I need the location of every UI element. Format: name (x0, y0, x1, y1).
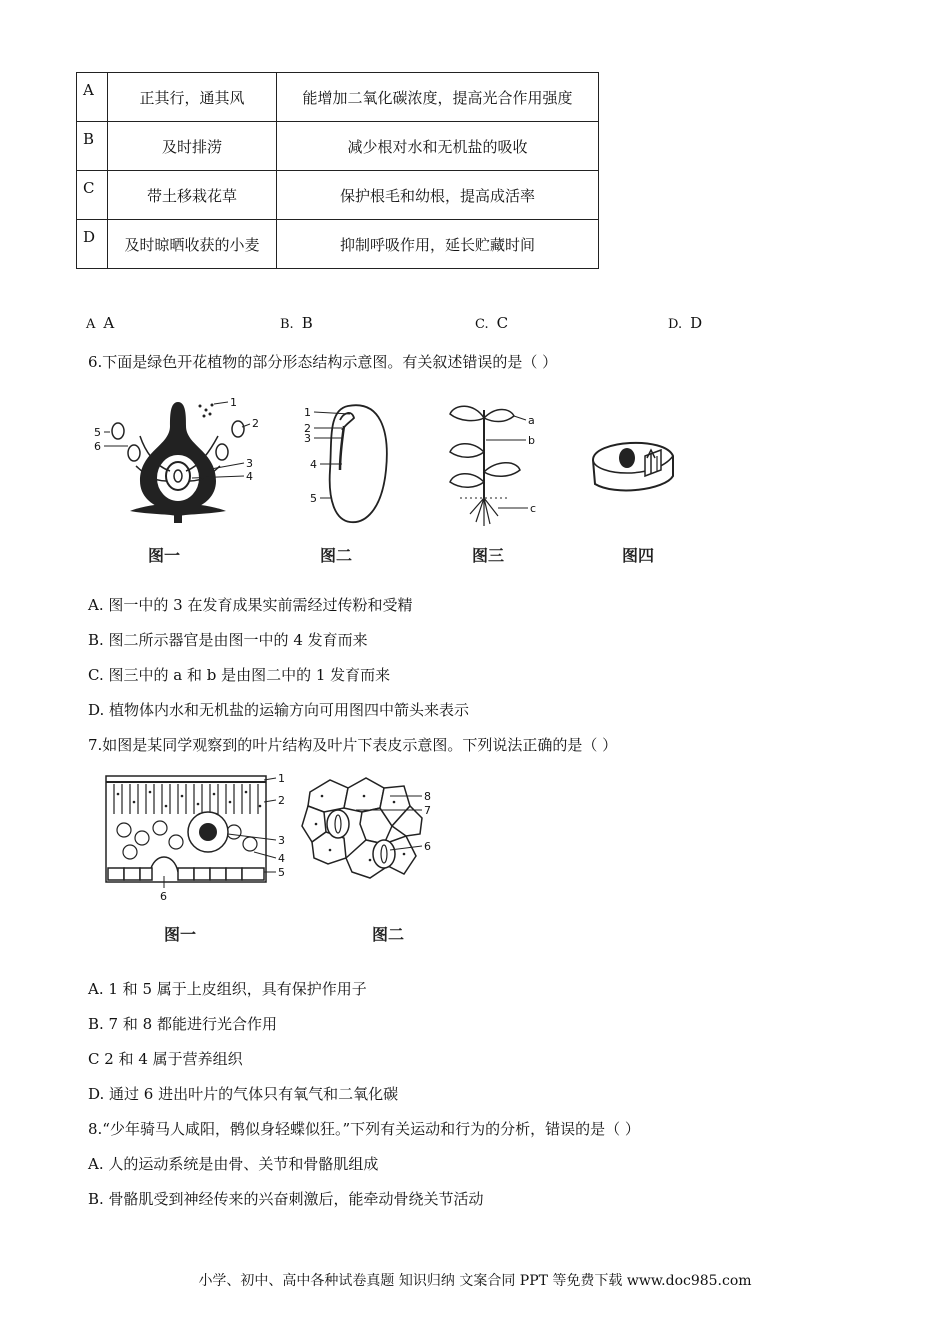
table-row (77, 73, 599, 122)
choice-d[interactable] (668, 314, 702, 332)
row-practice: 及时晾晒收获的小麦 (108, 220, 277, 269)
row-effect: 保护根毛和幼根，提高成活率 (277, 171, 599, 220)
q8-stem: 8.“少年骑马人咸阳，鹘似身轻蝶似狂。”下列有关运动和行为的分析，错误的是（ ） (88, 1120, 640, 1138)
fig-label: 3 (278, 834, 285, 847)
choice-letter: A (86, 317, 96, 332)
fig-label: 4 (278, 852, 285, 865)
fig3-label: a (528, 414, 535, 427)
fig1-label: 3 (246, 457, 253, 470)
q7-figure-1 (104, 772, 294, 907)
fig1-label: 5 (94, 426, 101, 439)
q7-fig2-caption: 图二 (372, 925, 405, 944)
choice-letter: C. (475, 317, 489, 332)
table-row (77, 171, 599, 220)
fig2-label: 3 (304, 432, 311, 445)
row-effect: 减少根对水和无机盐的吸收 (277, 122, 599, 171)
fig3-label: b (528, 434, 535, 447)
q6-figure-1 (94, 396, 260, 531)
q6-option-b[interactable]: B. 图二所示器官是由图一中的 4 发育而来 (88, 631, 368, 649)
choice-value: B (301, 314, 313, 332)
choice-value: D (690, 314, 703, 332)
table-row (77, 122, 599, 171)
fig2-label: 5 (310, 492, 317, 505)
q7-figure-2 (300, 772, 445, 892)
q7-option-c[interactable]: C 2 和 4 属于营养组织 (88, 1050, 243, 1068)
q6-figure-2 (304, 400, 400, 530)
q8-option-a[interactable]: A. 人的运动系统是由骨、关节和骨骼肌组成 (88, 1155, 379, 1173)
choice-value: A (103, 314, 115, 332)
fig-label: 2 (278, 794, 285, 807)
q6-option-c[interactable]: C. 图三中的 a 和 b 是由图二中的 1 发育而来 (88, 666, 391, 684)
q7-option-b[interactable]: B. 7 和 8 都能进行光合作用 (88, 1015, 277, 1033)
fig-label: 5 (278, 866, 285, 879)
table-row (77, 220, 599, 269)
fig1-label: 6 (94, 440, 101, 453)
fig1-label: 4 (246, 470, 253, 483)
row-key: D (77, 220, 108, 269)
q8-option-b[interactable]: B. 骨骼肌受到神经传来的兴奋刺激后，能牵动骨绕关节活动 (88, 1190, 484, 1208)
fig2-label: 4 (310, 458, 317, 471)
row-key: A (77, 73, 108, 122)
choice-c[interactable] (475, 314, 508, 332)
fig1-label: 1 (230, 396, 237, 409)
row-effect: 能增加二氧化碳浓度，提高光合作用强度 (277, 73, 599, 122)
fig-label: 1 (278, 772, 285, 785)
choice-letter: B. (280, 317, 294, 332)
q6-fig3-caption: 图三 (472, 546, 505, 565)
fig3-label: c (530, 502, 537, 515)
fig1-label: 2 (252, 417, 259, 430)
choice-a[interactable] (86, 314, 114, 332)
row-key: C (77, 171, 108, 220)
row-practice: 带土移栽花草 (108, 171, 277, 220)
q6-fig4-caption: 图四 (622, 546, 655, 565)
q7-fig1-caption: 图一 (164, 925, 197, 944)
choice-value: C (496, 314, 509, 332)
fig-label: 8 (424, 790, 431, 803)
fig-label: 6 (424, 840, 431, 853)
q6-option-d[interactable]: D. 植物体内水和无机盐的运输方向可用图四中箭头来表示 (88, 701, 470, 719)
q6-fig2-caption: 图二 (320, 546, 353, 565)
q6-stem: 6.下面是绿色开花植物的部分形态结构示意图。有关叙述错误的是（ ） (88, 353, 558, 371)
row-key: B (77, 122, 108, 171)
q7-stem: 7.如图是某同学观察到的叶片结构及叶片下表皮示意图。下列说法正确的是（ ） (88, 736, 618, 754)
fig-label: 6 (160, 890, 167, 903)
row-practice: 及时排涝 (108, 122, 277, 171)
row-effect: 抑制呼吸作用，延长贮藏时间 (277, 220, 599, 269)
choice-b[interactable] (280, 314, 313, 332)
q7-option-d[interactable]: D. 通过 6 进出叶片的气体只有氧气和二氧化碳 (88, 1085, 399, 1103)
q6-option-a[interactable]: A. 图一中的 3 在发育成果实前需经过传粉和受精 (88, 596, 413, 614)
page-footer: 小学、初中、高中各种试卷真题 知识归纳 文案合同 PPT 等免费下载 www.doc985.com (198, 1273, 752, 1289)
fig2-label: 2 (304, 422, 311, 435)
fig-label: 7 (424, 804, 431, 817)
row-practice: 正其行，通其风 (108, 73, 277, 122)
q7-option-a[interactable]: A. 1 和 5 属于上皮组织，具有保护作用子 (88, 980, 367, 998)
q6-figure-4 (585, 430, 685, 510)
fig2-label: 1 (304, 406, 311, 419)
q6-figure-3 (440, 400, 550, 530)
options-table (76, 72, 599, 269)
q6-fig1-caption: 图一 (148, 546, 181, 565)
choice-letter: D. (668, 317, 683, 332)
